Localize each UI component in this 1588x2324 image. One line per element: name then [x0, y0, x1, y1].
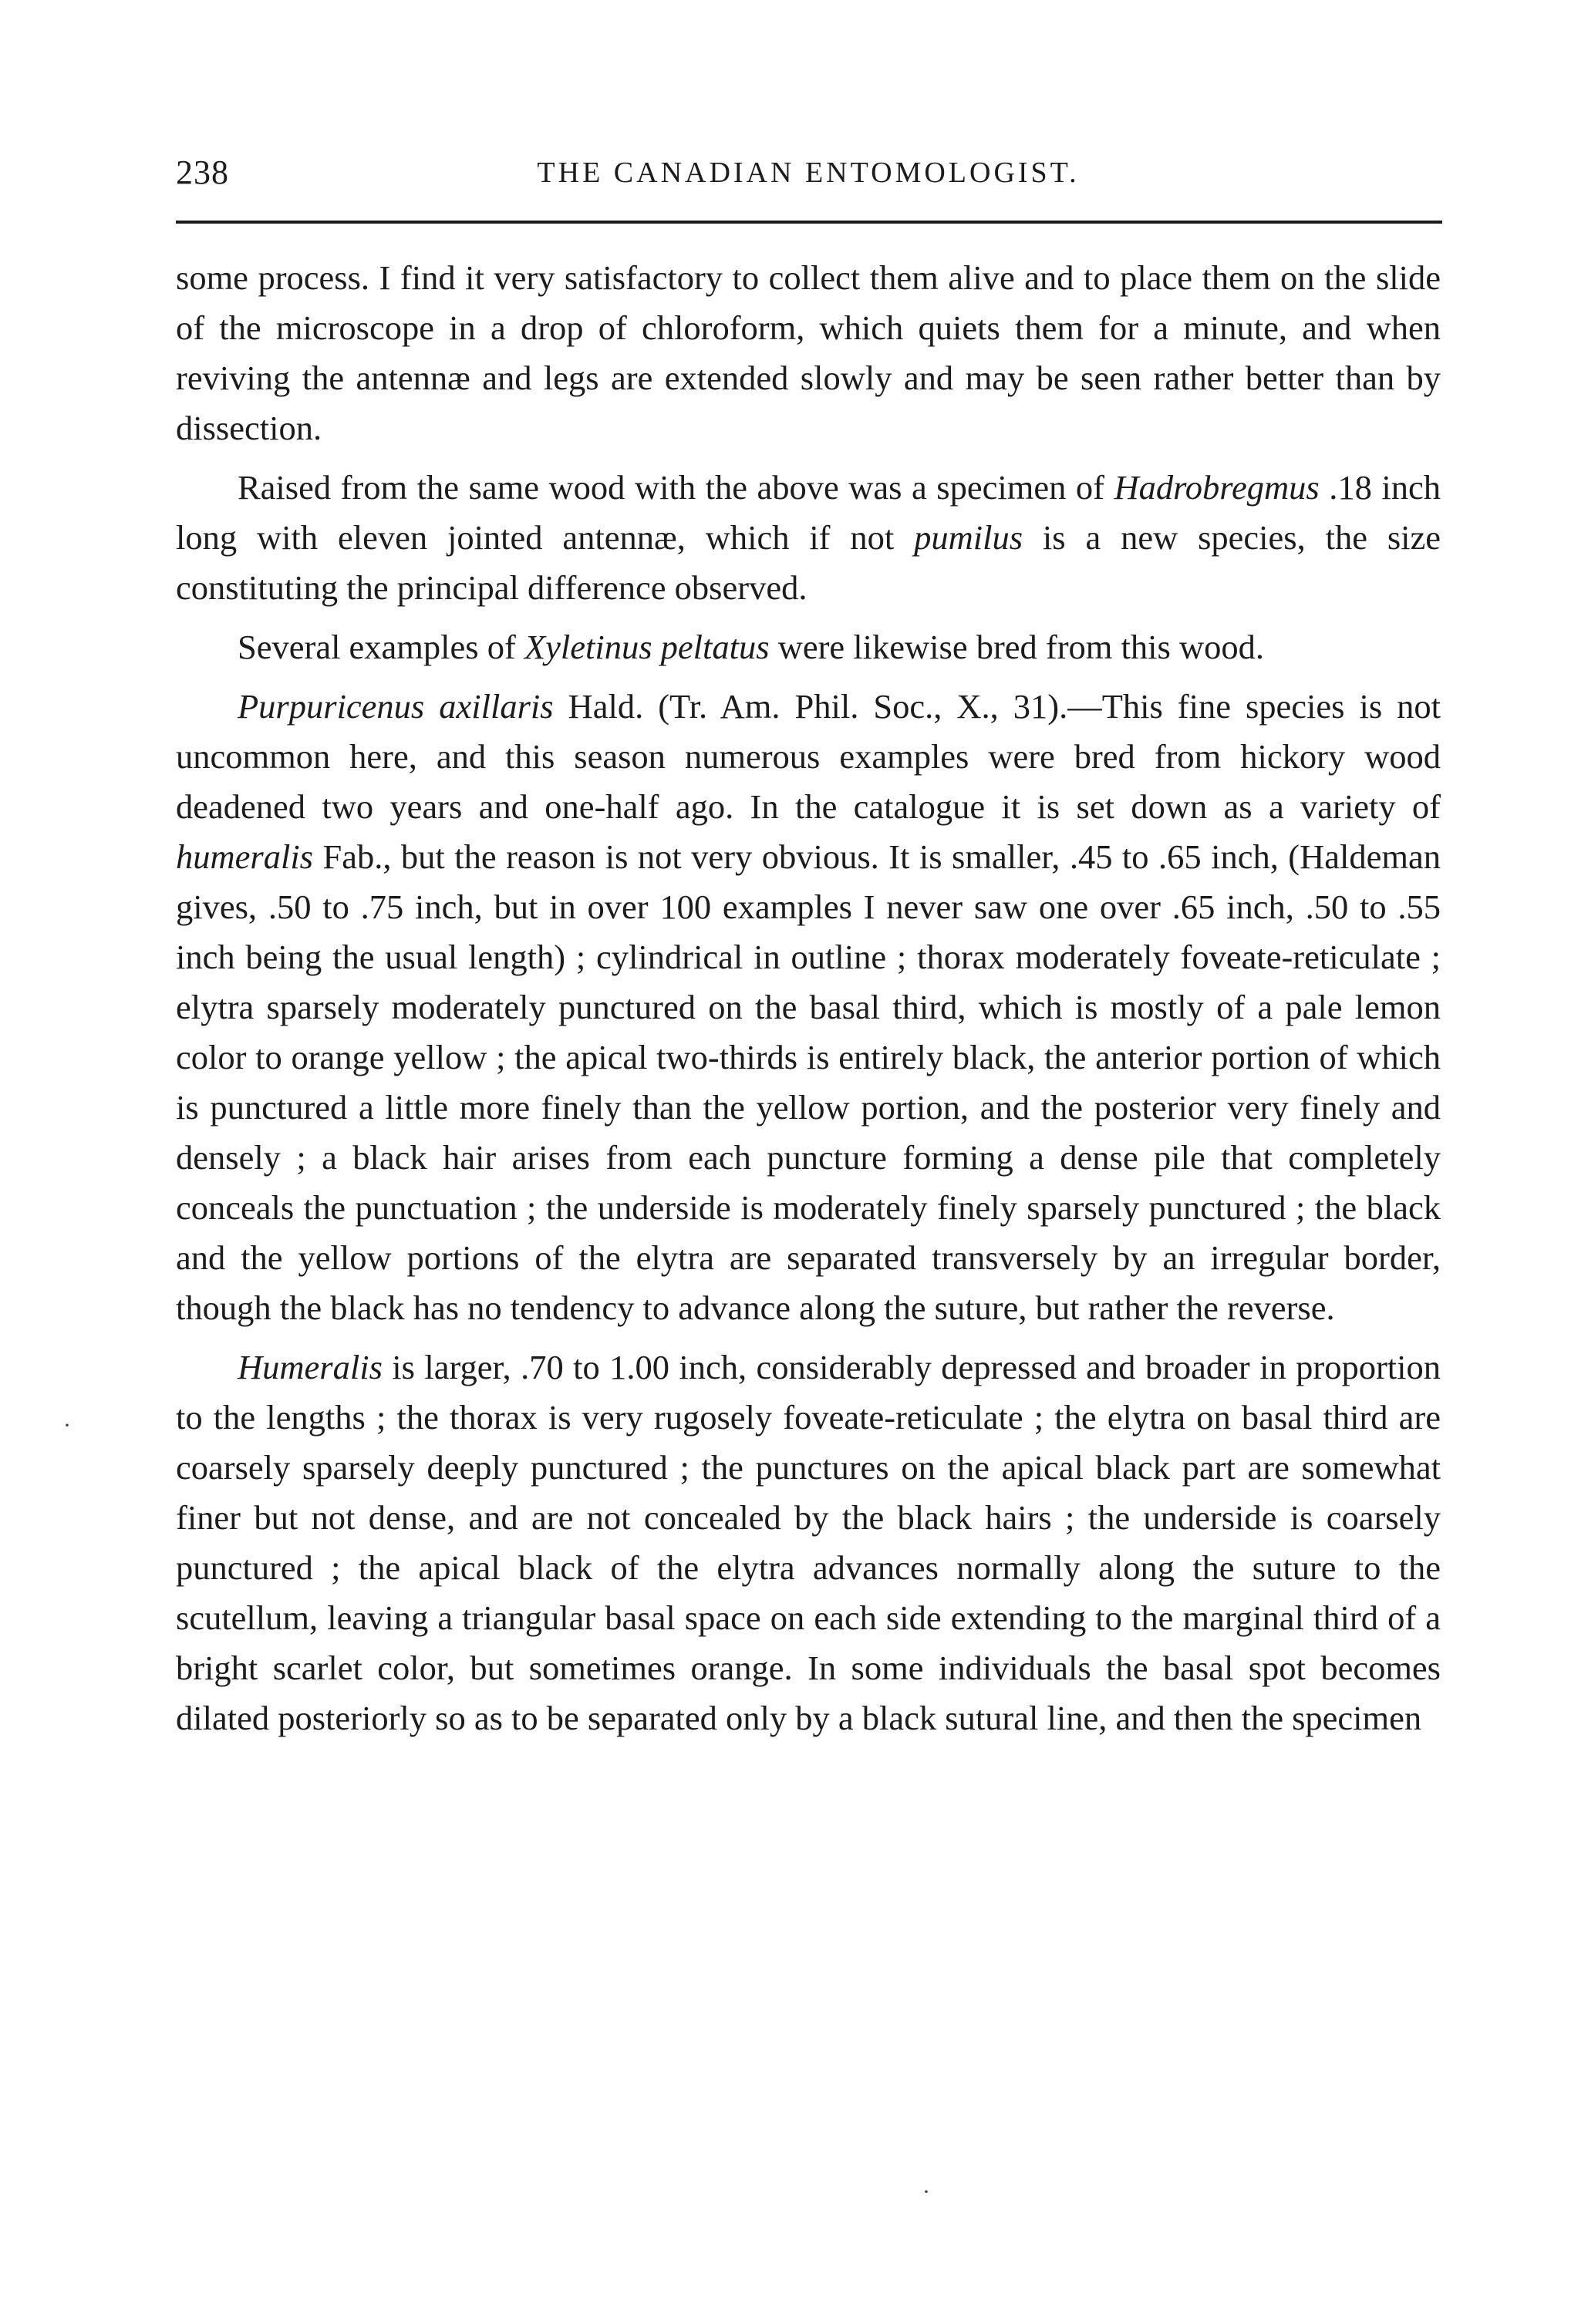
text-run: Several examples of — [238, 628, 524, 666]
header-rule — [176, 221, 1442, 224]
paragraph — [176, 682, 1441, 1333]
italic-text: Xyletinus peltatus — [524, 628, 770, 666]
paragraph — [176, 463, 1441, 613]
paragraph — [176, 253, 1441, 453]
margin-speck: · — [63, 1413, 71, 1438]
text-run: Fab., but the reason is not very obvious. It is smaller, .45 to .65 inch, (Haldeman gives, .50 to .75 inch, but in over 100 examples I never saw one over .65 inch, .50 to .55 inch being the usual length) ; cylindrical in outline ; thorax moderately foveate-reticulate ; elytra sparsely moderately punctured on the basal third, which is mostly of a pale lemon color to orange yellow ; the apical two-thirds is entirely black, the anterior portion of which is punctured a little more finely than the yellow portion, and the posterior very finely and densely ; a black hair arises from each puncture forming a dense pile that completely conceals the punctuation ; the underside is moderately finely sparsely punctured ; the black and the yellow portions of the elytra are separated transversely by an irregular border, though the black has no tendency to advance along the suture, but rather the reverse. — [176, 837, 1441, 1327]
paragraph — [176, 622, 1441, 672]
italic-text: Hadrobregmus — [1114, 468, 1320, 507]
text-run: some process. I find it very satisfactory to collect them alive and to place them on the slide of the microscope in a drop of chloroform, which quiets them for a minute, and when reviving the antennæ and legs are extended slowly and may be seen rather better than by dissection. — [176, 258, 1441, 447]
italic-text: Humeralis — [238, 1348, 383, 1386]
page-number: 238 — [176, 153, 229, 191]
paragraph — [176, 1342, 1441, 1743]
italic-text: Purpuricenus axillaris — [238, 687, 554, 726]
text-run: is larger, .70 to 1.00 inch, considerably depressed and broader in proportion to the lengths ; the thorax is very rugosely foveate-reticulate ; the elytra on basal third are coarsely sparsely deeply punctured ; the punctures on the apical black part are somewhat finer but not dense, and are not concealed by the black hairs ; the underside is coarsely punctured ; the apical black of the elytra advances normally along the suture to the scutellum, leaving a triangular basal space on each side extending to the marginal third of a bright scarlet color, but sometimes orange. In some individuals the basal spot becomes dilated posteriorly so as to be separated only by a black sutural line, and then the specimen — [176, 1348, 1441, 1737]
text-run: Raised from the same wood with the above was a specimen of — [238, 468, 1114, 507]
body-text — [176, 253, 1441, 1753]
italic-text: humeralis — [176, 837, 313, 876]
text-run: .18 inch long with eleven jointed antennæ, which if not — [176, 468, 1441, 557]
text-run: were likewise bred from this wood. — [769, 628, 1264, 666]
running-head: THE CANADIAN ENTOMOLOGIST. — [537, 157, 1080, 189]
text-run: is a new species, the size constituting the principal difference observed. — [176, 518, 1441, 607]
italic-text: pumilus — [914, 518, 1023, 557]
bottom-speck: · — [922, 2179, 930, 2204]
page-header — [176, 153, 1441, 207]
text-run: Hald. (Tr. Am. Phil. Soc., X., 31).—This fine species is not uncommon here, and this season numerous examples were bred from hickory wood deadened two years and one-half ago. In the catalogue it is set down as a variety of — [176, 687, 1441, 826]
